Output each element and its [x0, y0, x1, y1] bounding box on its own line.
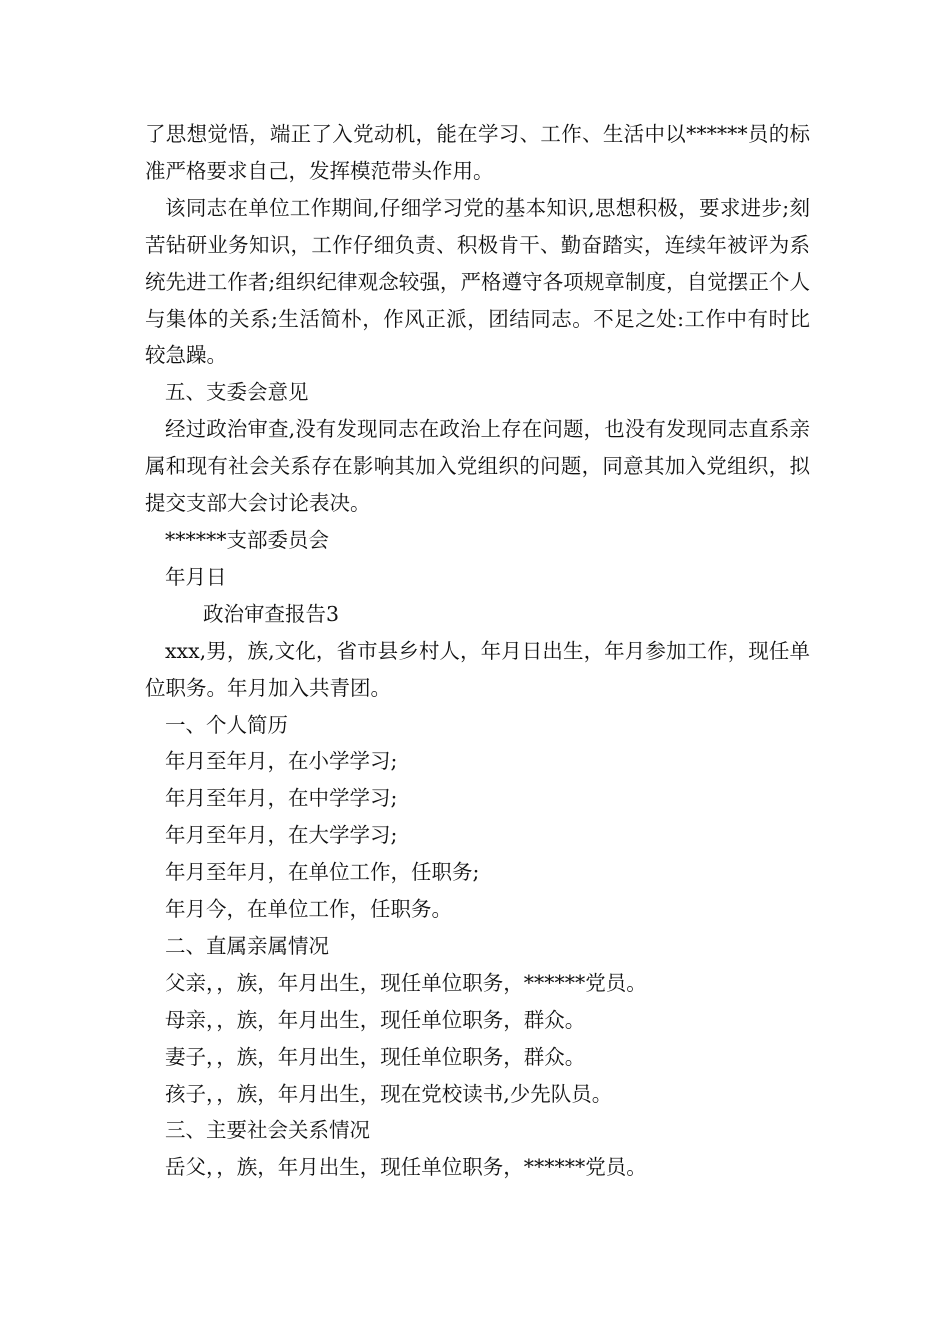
paragraph-evaluation: 该同志在单位工作期间,仔细学习党的基本知识,思想积极，要求进步;刻苦钻研业务知识，工作仔细负责、积极肯干、勤奋踏实，连续年被评为系统先进工作者;组织纪律观念较强，严格遵守各项规章制度，自觉摆正个人与集体的关系;生活简朴，作风正派，团结同志。不足之处:工作中有时比较急躁。: [145, 195, 810, 368]
relative-item: 妻子，，族，年月出生，现任单位职务，群众。: [165, 1044, 586, 1069]
resume-item: 年月至年月，在大学学习;: [165, 823, 398, 848]
signature-committee: ******支部委员会: [165, 527, 329, 552]
signature-date: 年月日: [165, 564, 227, 589]
document-body: [145, 116, 810, 1186]
section-heading-relatives: 二、直属亲属情况: [165, 933, 329, 958]
section-heading-social-relations: 三、主要社会关系情况: [165, 1118, 370, 1143]
report-title: 政治审查报告3: [203, 601, 340, 626]
resume-item: 年月至年月，在中学学习;: [165, 786, 398, 811]
relative-item: 父亲，，族，年月出生，现任单位职务，******党员。: [165, 970, 647, 995]
social-relation-item: 岳父，，族，年月出生，现任单位职务，******党员。: [165, 1155, 647, 1180]
paragraph-continuation: 了思想觉悟，端正了入党动机，能在学习、工作、生活中以******员的标准严格要求自己，发挥模范带头作用。: [145, 122, 810, 183]
paragraph-personal-info: xxx,男，族,文化，省市县乡村人，年月日出生，年月参加工作，现任单位职务。年月加入共青团。: [145, 638, 810, 700]
relative-item: 孩子，，族，年月出生，现在党校读书,少先队员。: [165, 1081, 613, 1106]
paragraph-committee-opinion: 经过政治审查,没有发现同志在政治上存在问题，也没有发现同志直系亲属和现有社会关系存在影响其加入党组织的问题，同意其加入党组织，拟提交支部大会讨论表决。: [145, 417, 810, 516]
resume-item: 年月至年月，在单位工作，任职务;: [165, 860, 480, 885]
section-heading-committee-opinion: 五、支委会意见: [165, 380, 309, 405]
section-heading-resume: 一、个人简历: [165, 712, 288, 737]
relative-item: 母亲，，族，年月出生，现任单位职务，群众。: [165, 1007, 586, 1032]
resume-item: 年月今，在单位工作，任职务。: [165, 897, 452, 922]
resume-item: 年月至年月，在小学学习;: [165, 749, 398, 774]
